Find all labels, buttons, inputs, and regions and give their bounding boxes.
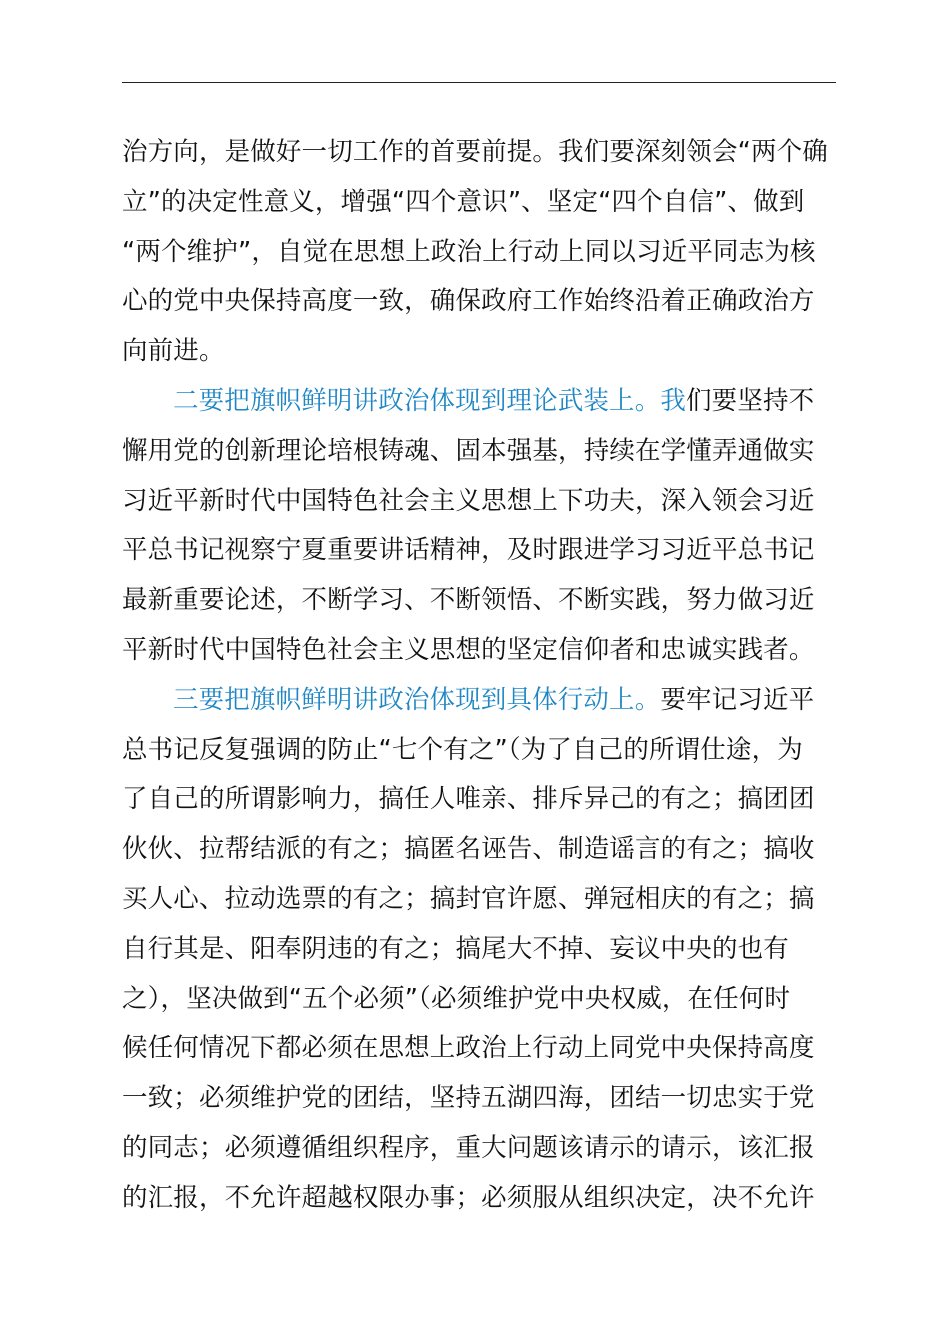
text-line: 候任何情况下都必须在思想上政治上行动上同党中央保持高度	[122, 1033, 815, 1064]
text-line: 伙伙、拉帮结派的有之；搞匿名诬告、制造谣言的有之；搞收	[122, 834, 815, 865]
paragraph-3	[122, 676, 836, 1224]
text-line: 心的党中央保持高度一致，确保政府工作始终沿着正确政治方	[122, 286, 815, 317]
text-line: 了自己的所谓影响力，搞任人唯亲、排斥异己的有之；搞团团	[122, 784, 815, 815]
paragraph-1	[122, 128, 836, 377]
text-line: 之），坚决做到“五个必须”（必须维护党中央权威，在任何时	[122, 983, 791, 1014]
document-body	[122, 128, 836, 1224]
text-line: 的同志；必须遵循组织程序，重大问题该请示的请示，该汇报	[122, 1132, 815, 1163]
text-span: 要牢记习近平	[660, 684, 815, 715]
text-line: 平新时代中国特色社会主义思想的坚定信仰者和忠诚实践者。	[122, 634, 815, 665]
text-line	[122, 676, 836, 726]
text-line: 立”的决定性意义，增强“四个意识”、坚定“四个自信”、做到	[122, 186, 805, 217]
text-line: 向前进。	[122, 336, 225, 367]
text-line: 懈用党的创新理论培根铸魂、固本强基，持续在学懂弄通做实	[122, 435, 815, 466]
text-line: 习近平新时代中国特色社会主义思想上下功夫，深入领会习近	[122, 485, 815, 516]
text-span: 们要坚持不	[686, 385, 815, 416]
text-line: 自行其是、阳奉阴违的有之；搞尾大不掉、妄议中央的也有	[122, 933, 789, 964]
text-line: 的汇报，不允许超越权限办事；必须服从组织决定，决不允许	[122, 1182, 815, 1213]
paragraph-heading: 三要把旗帜鲜明讲政治体现到具体行动上。	[173, 684, 661, 715]
text-line: 最新重要论述，不断学习、不断领悟、不断实践，努力做习近	[122, 585, 815, 616]
paragraph-2	[122, 377, 836, 676]
text-line: 买人心、拉动选票的有之；搞封官许愿、弹冠相庆的有之；搞	[122, 883, 815, 914]
text-line: 治方向，是做好一切工作的首要前提。我们要深刻领会“两个确	[122, 137, 828, 167]
text-line: 一致；必须维护党的团结，坚持五湖四海，团结一切忠实于党	[122, 1083, 815, 1114]
text-line: 平总书记视察宁夏重要讲话精神，及时跟进学习习近平总书记	[122, 535, 815, 566]
text-line: “两个维护”，自觉在思想上政治上行动上同以习近平同志为核	[122, 236, 816, 267]
paragraph-heading: 二要把旗帜鲜明讲政治体现到理论武装上。我	[173, 385, 687, 416]
text-line	[122, 377, 836, 427]
text-line: 总书记反复强调的防止“七个有之”（为了自己的所谓仕途，为	[122, 734, 803, 765]
header-rule	[122, 82, 836, 83]
